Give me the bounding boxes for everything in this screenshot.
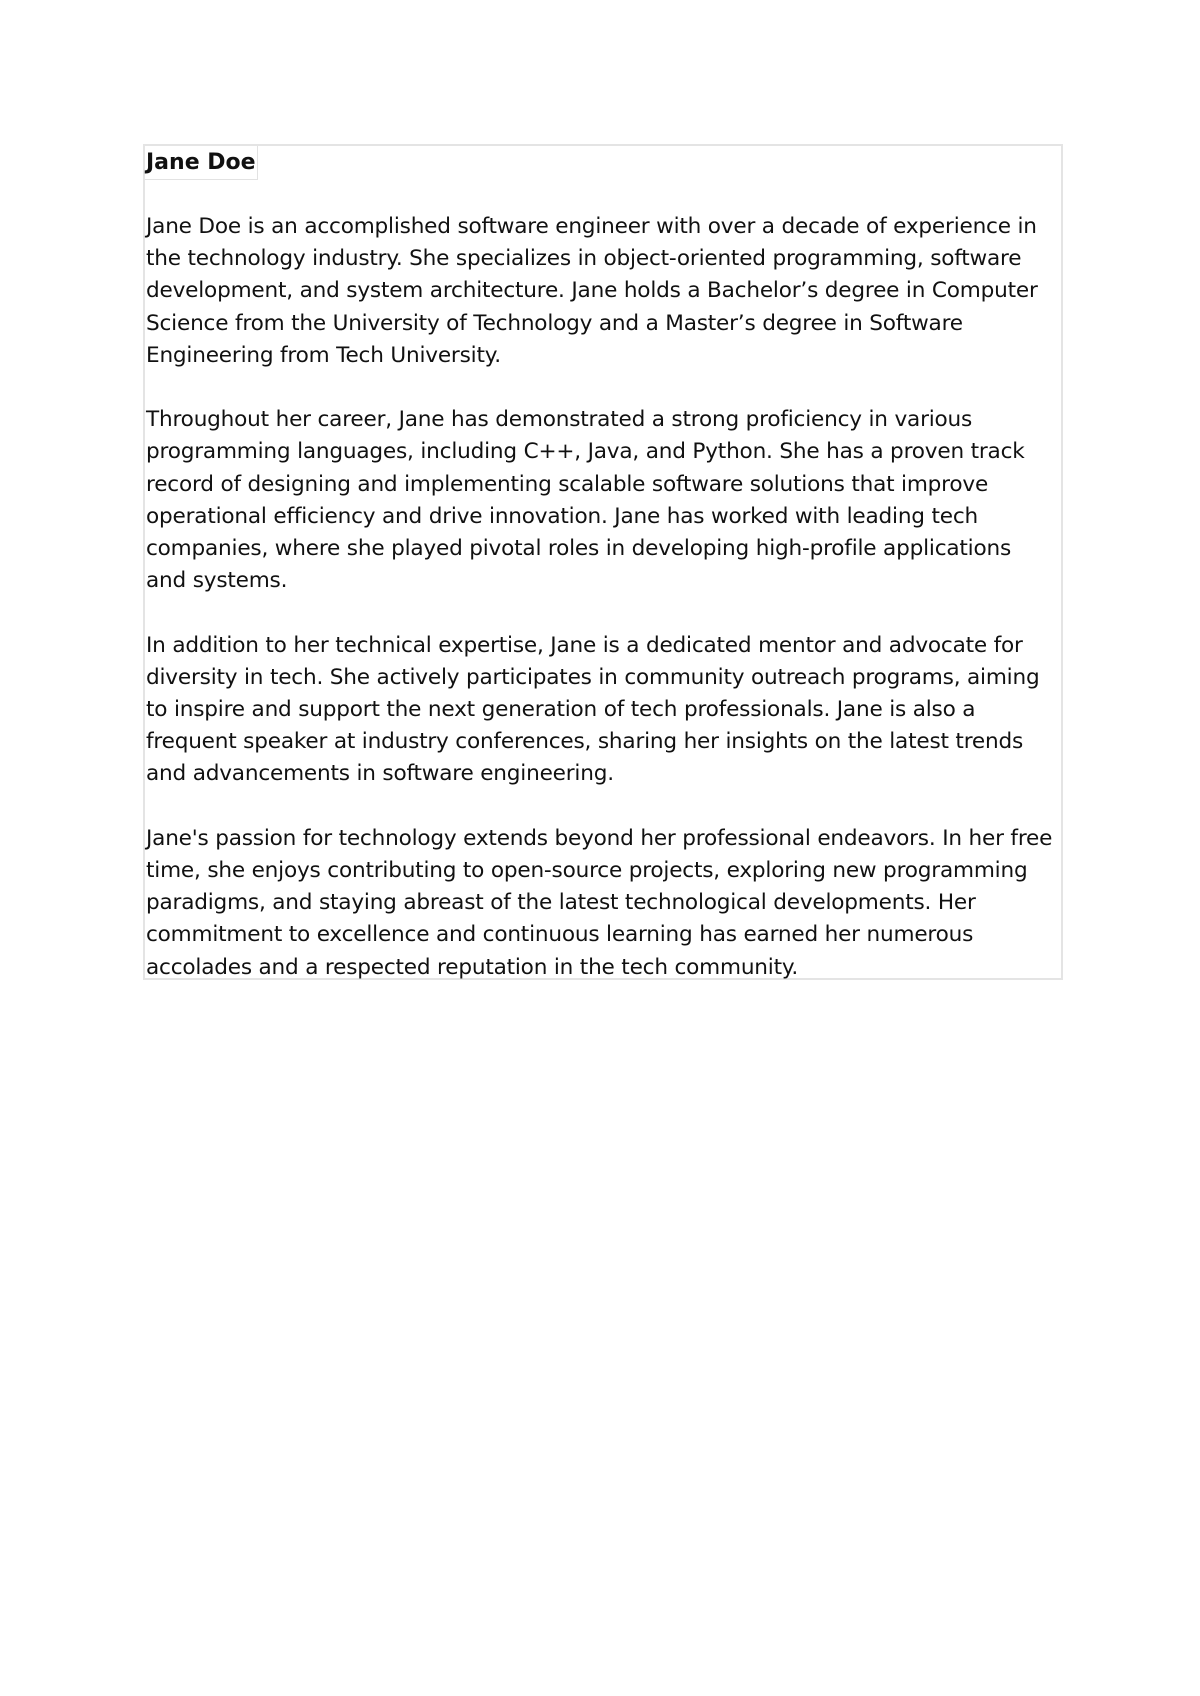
paragraph-line: the technology industry. She specializes in object-oriented programming, software [146, 246, 1022, 272]
paragraph-4 [146, 823, 1061, 984]
paragraph-line: frequent speaker at industry conferences, sharing her insights on the latest trends [146, 729, 1024, 755]
paragraph-line: to inspire and support the next generation of tech professionals. Jane is also a [146, 697, 976, 723]
paragraph-line: paradigms, and staying abreast of the latest technological developments. Her [146, 890, 976, 916]
paragraph-line: time, she enjoys contributing to open-source projects, exploring new programming [146, 858, 1028, 884]
paragraph-line: Science from the University of Technology and a Master’s degree in Software [146, 310, 963, 336]
paragraph-line: Jane Doe is an accomplished software engineer with over a decade of experience in [146, 214, 1037, 239]
paragraph-line: In addition to her technical expertise, Jane is a dedicated mentor and advocate for [146, 632, 1023, 658]
document-body [146, 211, 1061, 984]
paragraph-line: commitment to excellence and continuous learning has earned her numerous [146, 922, 974, 948]
paragraph-line: and systems. [146, 568, 288, 594]
paragraph-line: development, and system architecture. Jane holds a Bachelor’s degree in Computer [146, 278, 1038, 304]
paragraph-line: Engineering from Tech University. [146, 342, 501, 368]
paragraph-line: programming languages, including C++, Java, and Python. She has a proven track [146, 439, 1025, 465]
paragraph-line: Jane's passion for technology extends beyond her professional endeavors. In her free [146, 825, 1053, 851]
paragraph-line: companies, where she played pivotal roles in developing high-profile applications [146, 536, 1012, 562]
paragraph-line: diversity in tech. She actively participates in community outreach programs, aiming [146, 664, 1040, 690]
paragraph-1 [146, 211, 1061, 372]
paragraph-line: and advancements in software engineering. [146, 761, 614, 787]
paragraph-line: operational efficiency and drive innovation. Jane has worked with leading tech [146, 503, 978, 529]
paragraph-line: record of designing and implementing scalable software solutions that improve [146, 471, 989, 497]
paragraph-line: Throughout her career, Jane has demonstrated a strong proficiency in various [146, 407, 973, 433]
paragraph-line: accolades and a respected reputation in the tech community. [146, 954, 799, 980]
document-heading: Jane Doe [145, 146, 258, 180]
paragraph-3 [146, 630, 1061, 791]
paragraph-2 [146, 404, 1061, 597]
